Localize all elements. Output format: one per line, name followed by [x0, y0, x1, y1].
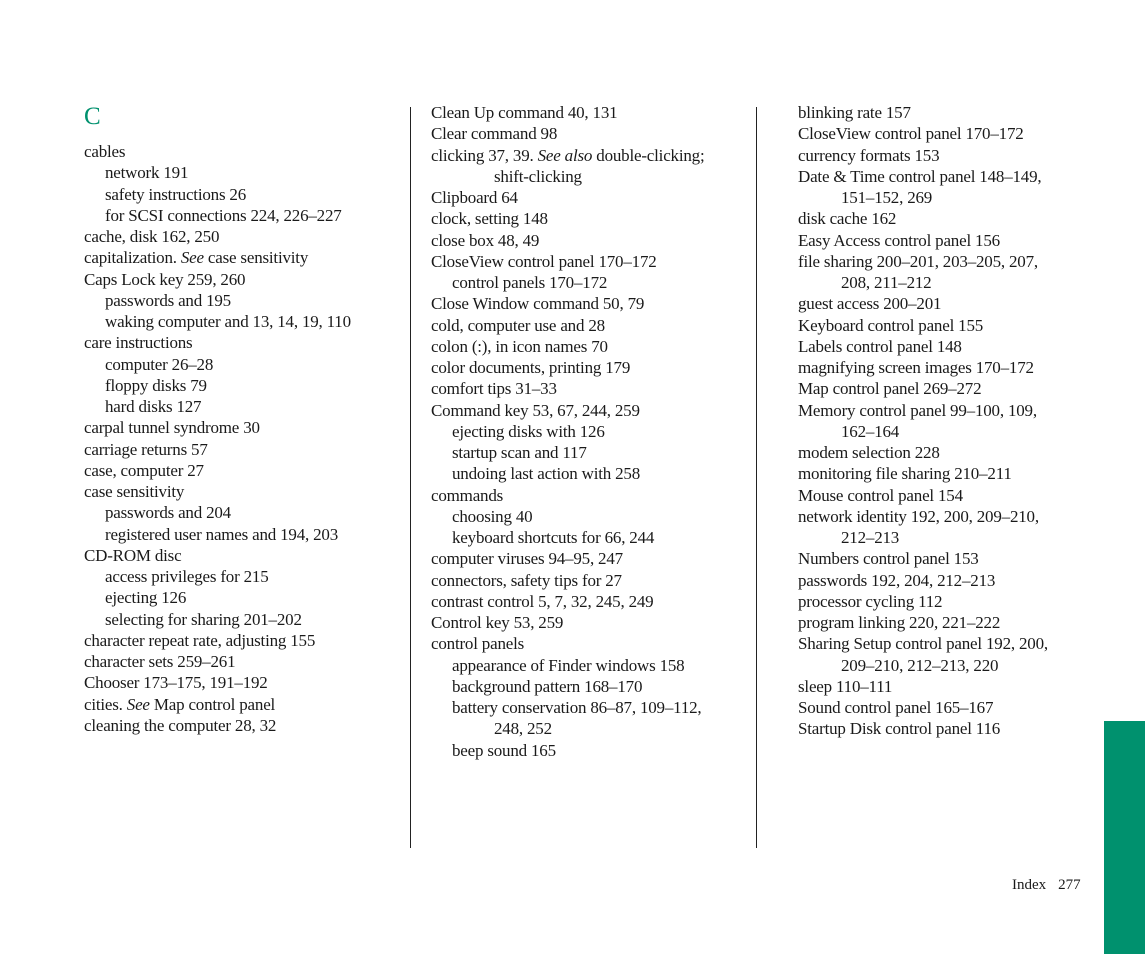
index-subentry: passwords and 204 — [105, 503, 231, 523]
index-subentry: ejecting 126 — [105, 588, 187, 608]
index-entry: close box 48, 49 — [431, 230, 540, 250]
index-subentry: hard disks 127 — [105, 397, 202, 416]
index-subentry: control panels 170–172 — [452, 273, 608, 292]
index-entry: Keyboard control panel 155 — [798, 315, 984, 335]
index-entry: Clean Up command 40, 131 — [431, 103, 618, 122]
index-entry: colon (:), in icon names 70 — [431, 336, 608, 356]
see-reference: See — [180, 248, 204, 268]
index-entry — [431, 145, 751, 166]
see-reference: See also — [537, 145, 593, 165]
index-entry: file sharing 200–201, 203–205, 207, — [798, 251, 1038, 271]
index-subentry: background pattern 168–170 — [452, 676, 643, 696]
index-subentry: floppy disks 79 — [105, 375, 207, 395]
entry-text: capitalization. — [84, 248, 181, 268]
index-entry: blinking rate 157 — [798, 103, 911, 122]
index-entry: Easy Access control panel 156 — [798, 230, 1000, 250]
index-subentry: passwords and 195 — [105, 290, 231, 310]
index-entry: guest access 200–201 — [798, 294, 942, 314]
index-entry: modem selection 228 — [798, 443, 940, 462]
index-entry: control panels — [431, 634, 525, 654]
index-entry: currency formats 153 — [798, 145, 940, 165]
index-subentry: undoing last action with 258 — [452, 464, 640, 484]
entry-list — [798, 102, 1128, 740]
index-entry: sleep 110–111 — [798, 676, 893, 696]
index-entry: monitoring file sharing 210–211 — [798, 464, 1012, 484]
index-entry: character repeat rate, adjusting 155 — [84, 630, 316, 650]
index-subentry: 209–210, 212–213, 220 — [841, 655, 999, 675]
index-subentry: 151–152, 269 — [841, 188, 933, 207]
index-column-2 — [431, 102, 751, 761]
index-entry: Map control panel 269–272 — [798, 379, 982, 399]
entry-text: double-clicking; — [592, 145, 705, 165]
index-entry: Sharing Setup control panel 192, 200, — [798, 634, 1048, 654]
page-footer — [1012, 877, 1081, 894]
index-entry: contrast control 5, 7, 32, 245, 249 — [431, 591, 654, 611]
index-subentry: 162–164 — [841, 421, 900, 441]
index-entry: CloseView control panel 170–172 — [431, 251, 657, 271]
column-divider — [410, 107, 411, 848]
index-subentry: 208, 211–212 — [841, 273, 932, 292]
index-subentry: waking computer and 13, 14, 19, 110 — [105, 312, 351, 331]
thumb-index-tab — [1104, 721, 1145, 954]
index-entry: computer viruses 94–95, 247 — [431, 549, 623, 569]
index-entry: Startup Disk control panel 116 — [798, 719, 1001, 739]
index-entry: Command key 53, 67, 244, 259 — [431, 400, 640, 420]
index-entry: Caps Lock key 259, 260 — [84, 269, 246, 289]
index-entry: carpal tunnel syndrome 30 — [84, 418, 260, 438]
index-subentry: access privileges for 215 — [105, 567, 269, 586]
index-entry: Labels control panel 148 — [798, 336, 962, 356]
see-reference: See — [126, 694, 150, 714]
entry-list — [431, 102, 751, 761]
index-entry: case sensitivity — [84, 482, 185, 501]
index-entry: network identity 192, 200, 209–210, — [798, 506, 1039, 526]
index-entry: Chooser 173–175, 191–192 — [84, 673, 268, 693]
index-entry: Mouse control panel 154 — [798, 485, 963, 505]
entry-text: clicking 37, 39. — [431, 145, 538, 165]
index-entry: processor cycling 112 — [798, 591, 943, 611]
index-entry: Memory control panel 99–100, 109, — [798, 400, 1037, 420]
index-entry: CD-ROM disc — [84, 545, 182, 565]
index-subentry: 248, 252 — [494, 719, 552, 739]
index-entry: cleaning the computer 28, 32 — [84, 715, 277, 735]
page-number: 277 — [1058, 877, 1081, 893]
index-entry: CloseView control panel 170–172 — [798, 124, 1024, 144]
footer-label: Index — [1012, 877, 1047, 893]
index-entry: program linking 220, 221–222 — [798, 613, 1001, 632]
index-entry: clock, setting 148 — [431, 209, 548, 229]
index-entry: Control key 53, 259 — [431, 613, 564, 632]
index-subentry: computer 26–28 — [105, 354, 214, 374]
index-entry: care instructions — [84, 333, 193, 353]
index-subentry: 212–213 — [841, 528, 900, 547]
index-subentry: network 191 — [105, 163, 189, 183]
index-subentry: ejecting disks with 126 — [452, 421, 605, 441]
entry-text: case sensitivity — [203, 248, 309, 268]
index-entry: character sets 259–261 — [84, 652, 236, 671]
entry-text: cities. — [84, 694, 127, 714]
index-entry: case, computer 27 — [84, 460, 204, 480]
index-entry: Numbers control panel 153 — [798, 549, 979, 569]
index-entry: Close Window command 50, 79 — [431, 294, 645, 314]
index-subentry: keyboard shortcuts for 66, 244 — [452, 528, 655, 547]
index-entry: comfort tips 31–33 — [431, 379, 557, 399]
index-subentry: startup scan and 117 — [452, 443, 587, 462]
index-entry: passwords 192, 204, 212–213 — [798, 570, 996, 590]
index-entry — [84, 694, 404, 715]
index-entry: carriage returns 57 — [84, 439, 208, 459]
entry-list — [84, 141, 404, 736]
index-column-3 — [798, 102, 1128, 740]
index-entry: Sound control panel 165–167 — [798, 698, 994, 717]
index-entry: magnifying screen images 170–172 — [798, 358, 1034, 377]
index-subentry: for SCSI connections 224, 226–227 — [105, 205, 342, 225]
index-column-1 — [84, 102, 404, 736]
column-divider — [756, 107, 757, 848]
section-letter: C — [84, 103, 101, 130]
index-entry — [84, 247, 404, 268]
index-entry: Clipboard 64 — [431, 188, 518, 207]
index-entry: commands — [431, 485, 504, 505]
index-entry: color documents, printing 179 — [431, 358, 631, 377]
index-subentry: beep sound 165 — [452, 740, 556, 760]
index-entry: cache, disk 162, 250 — [84, 227, 220, 246]
index-subentry: appearance of Finder windows 158 — [452, 655, 685, 675]
index-entry: cold, computer use and 28 — [431, 315, 605, 335]
index-entry: Clear command 98 — [431, 124, 558, 144]
entry-text: Map control panel — [149, 694, 276, 714]
index-subentry: shift-clicking — [494, 166, 582, 186]
index-entry: disk cache 162 — [798, 209, 897, 229]
index-subentry: battery conservation 86–87, 109–112, — [452, 698, 702, 717]
index-entry: cables — [84, 142, 126, 161]
index-subentry: choosing 40 — [452, 506, 533, 526]
index-subentry: selecting for sharing 201–202 — [105, 609, 302, 629]
index-entry: connectors, safety tips for 27 — [431, 570, 622, 590]
index-entry: Date & Time control panel 148–149, — [798, 166, 1042, 186]
index-subentry: registered user names and 194, 203 — [105, 524, 339, 544]
index-subentry: safety instructions 26 — [105, 184, 247, 204]
